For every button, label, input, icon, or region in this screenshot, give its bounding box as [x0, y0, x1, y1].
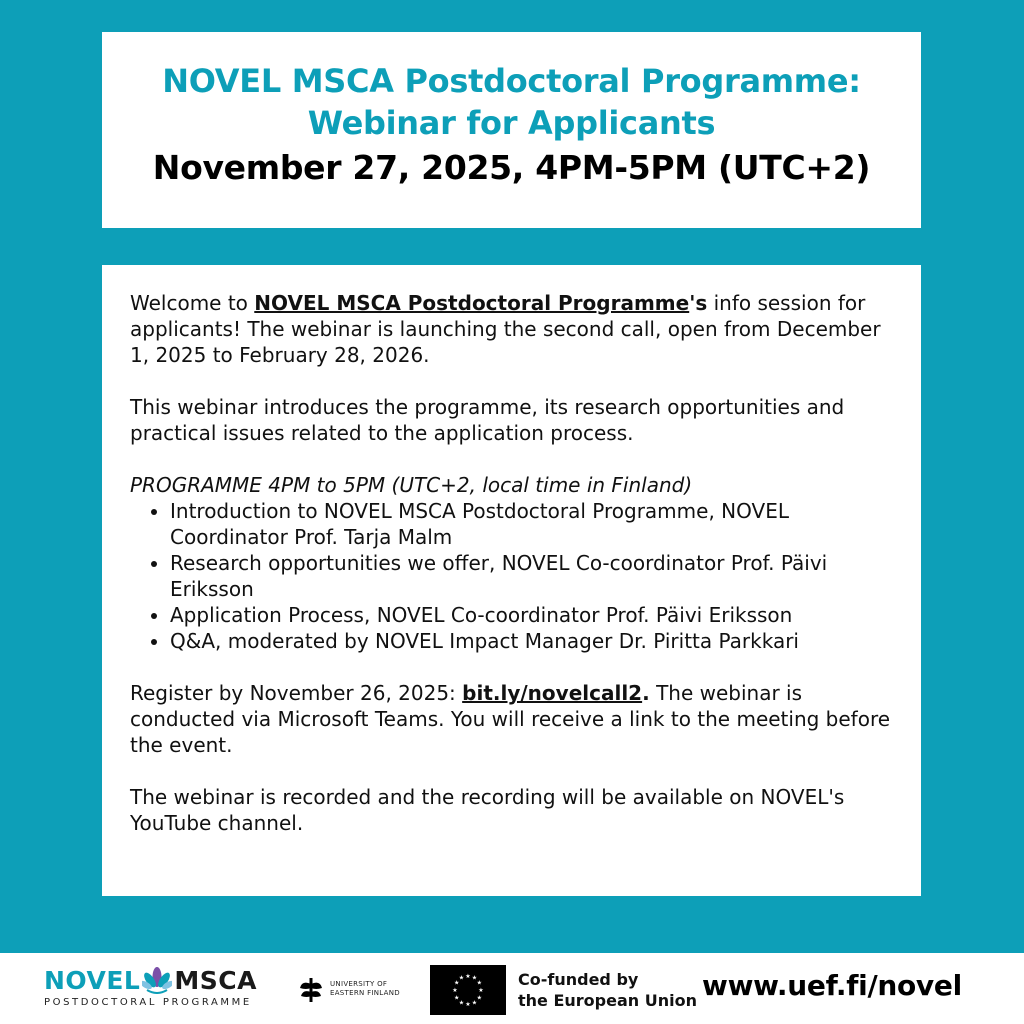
- novel-logo-subtitle: POSTDOCTORAL PROGRAMME: [44, 997, 252, 1008]
- register-period: .: [642, 681, 650, 705]
- svg-text:★: ★: [465, 1001, 471, 1008]
- svg-text:★: ★: [476, 994, 482, 1002]
- registration-link[interactable]: bit.ly/novelcall2: [462, 681, 643, 705]
- programme-item: • Introduction to NOVEL MSCA Postdoctoral Programme, NOVEL Coordinator Prof. Tarja Malm: [170, 498, 897, 550]
- intro-suffix: info session for applicants! The webinar is launching the second call, open from December 1, 2025 to February 28, 2026.: [130, 291, 881, 367]
- svg-text:★: ★: [471, 974, 478, 982]
- title-line-2: Webinar for Applicants: [307, 104, 716, 142]
- intro-paragraph: [130, 290, 897, 368]
- register-prefix: Register by November 26, 2025:: [130, 681, 463, 705]
- svg-text:★: ★: [452, 987, 458, 994]
- novel-logo-word: NOVEL: [44, 965, 141, 995]
- uef-text-line-1: UNIVERSITY OF: [330, 980, 388, 988]
- programme-list: [130, 498, 897, 654]
- svg-text:★: ★: [478, 987, 484, 994]
- register-suffix: The webinar is conducted via Microsoft Teams. You will receive a link to the meeting before the event.: [130, 681, 891, 757]
- svg-text:★: ★: [458, 999, 465, 1007]
- title-line-1: NOVEL MSCA Postdoctoral Programme:: [162, 62, 861, 100]
- website-link[interactable]: www.uef.fi/novel: [702, 969, 962, 1002]
- msca-logo-word: MSCA: [174, 965, 257, 995]
- programme-item: • Application Process, NOVEL Co-coordinator Prof. Päivi Eriksson: [170, 602, 897, 628]
- eu-stars-icon: [430, 965, 506, 1015]
- uef-leaf-icon: [298, 974, 324, 1004]
- eu-text-line-2: the European Union: [518, 991, 697, 1010]
- header-panel: [102, 32, 921, 228]
- lotus-icon: [142, 966, 172, 994]
- description-paragraph: This webinar introduces the programme, its research opportunities and practical issues related to the application process.: [130, 395, 845, 445]
- recording-paragraph: The webinar is recorded and the recording will be available on NOVEL's YouTube channel.: [130, 785, 845, 835]
- footer-bar: [0, 953, 1024, 1024]
- register-paragraph: [130, 680, 897, 758]
- svg-text:★: ★: [454, 994, 460, 1002]
- programme-item: • Research opportunities we offer, NOVEL Co-coordinator Prof. Päivi Eriksson: [170, 550, 897, 602]
- uef-text-line-2: EASTERN FINLAND: [330, 989, 400, 997]
- programme-item: • Q&A, moderated by NOVEL Impact Manager Dr. Piritta Parkkari: [170, 628, 897, 654]
- uef-logo: [298, 971, 418, 1007]
- novel-msca-logo: [44, 965, 264, 1013]
- svg-text:★: ★: [476, 979, 482, 987]
- svg-text:★: ★: [471, 999, 478, 1007]
- event-date: November 27, 2025, 4PM-5PM (UTC+2): [152, 148, 871, 187]
- svg-text:★: ★: [458, 974, 465, 982]
- content-panel: [102, 265, 921, 896]
- eu-flag-icon: [430, 965, 506, 1015]
- svg-text:★: ★: [454, 979, 460, 987]
- programme-link[interactable]: NOVEL MSCA Postdoctoral Programme: [254, 291, 690, 315]
- svg-text:★: ★: [465, 973, 471, 980]
- eu-cofunding-text: [518, 969, 697, 1011]
- intro-possessive: 's: [689, 291, 708, 315]
- programme-heading: PROGRAMME 4PM to 5PM (UTC+2, local time in Finland): [130, 473, 693, 497]
- intro-prefix: Welcome to: [130, 291, 255, 315]
- eu-text-line-1: Co-funded by: [518, 970, 639, 989]
